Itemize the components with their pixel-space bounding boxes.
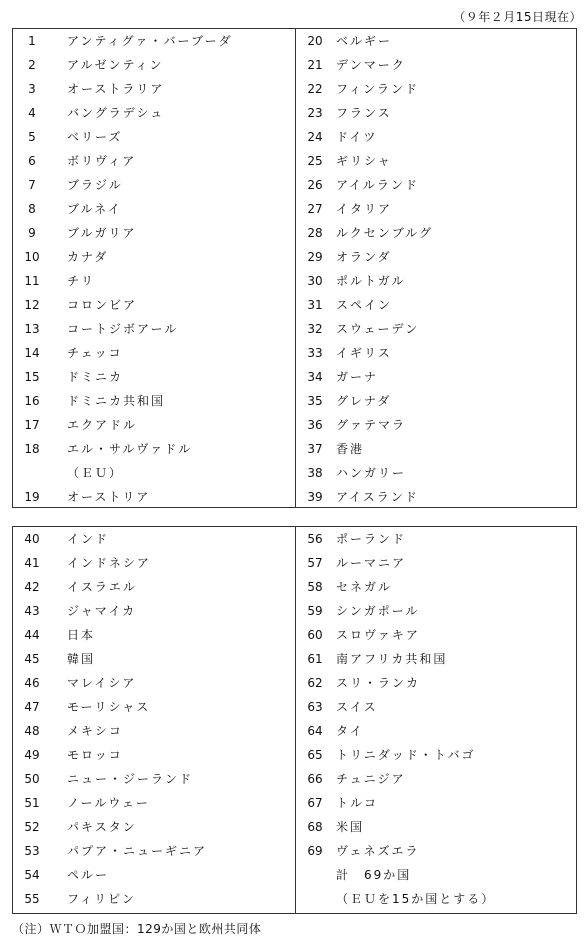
member-row (13, 197, 576, 221)
member-row (13, 551, 576, 575)
member-number: 26 (307, 178, 323, 192)
member-number: 64 (307, 724, 323, 738)
member-row (13, 341, 576, 365)
member-row (13, 29, 576, 53)
member-country-name: イスラエル (67, 580, 137, 594)
member-country-name: タイ (336, 724, 364, 738)
member-country-name: アンティグァ・バーブーダ (67, 34, 233, 48)
member-number: 43 (24, 604, 40, 618)
member-country-name: チリ (67, 274, 96, 288)
member-number: 65 (307, 748, 323, 762)
member-country-name: スペイン (336, 298, 393, 312)
member-number: 29 (307, 250, 323, 264)
member-country-name: シンガポール (336, 604, 420, 618)
member-number: 42 (24, 580, 40, 594)
member-country-name: トリニダッド・トバゴ (336, 748, 476, 762)
member-row (13, 53, 576, 77)
member-country-name: モーリシャス (67, 700, 151, 714)
member-number: 10 (24, 250, 40, 264)
member-row (13, 791, 576, 815)
member-country-name: マレイシア (67, 676, 137, 690)
member-country-name: フィンランド (336, 82, 420, 96)
member-number: 33 (307, 346, 323, 360)
member-row (13, 173, 576, 197)
member-number: 8 (28, 202, 36, 216)
member-number: 48 (24, 724, 40, 738)
member-country-name: パプア・ニューギニア (67, 844, 208, 858)
member-number: 35 (307, 394, 323, 408)
member-number: 21 (307, 58, 323, 72)
member-number: 30 (307, 274, 323, 288)
member-country-name: イタリア (336, 202, 393, 216)
member-number: 47 (24, 700, 40, 714)
member-number: 37 (307, 442, 323, 456)
member-country-name: 韓国 (67, 652, 96, 666)
member-number: 15 (24, 370, 40, 384)
member-number: 51 (24, 796, 40, 810)
member-number: 68 (307, 820, 323, 834)
member-country-name: コートジボアール (67, 322, 179, 336)
member-row (13, 149, 576, 173)
member-country-name: スウェーデン (336, 322, 420, 336)
member-country-name: トルコ (336, 796, 379, 810)
member-row (13, 647, 576, 671)
member-row (13, 839, 576, 863)
member-country-name: ポーランド (336, 532, 407, 546)
member-country-name: ブルネイ (67, 202, 122, 216)
member-country-name: ハンガリー (336, 466, 407, 480)
member-number: 32 (307, 322, 323, 336)
member-country-name: ジャマイカ (67, 604, 137, 618)
member-country-name: チェッコ (67, 346, 123, 360)
member-number: 66 (307, 772, 323, 786)
member-number: 69 (307, 844, 323, 858)
member-number: 53 (24, 844, 40, 858)
member-number: 27 (307, 202, 323, 216)
member-country-name: バングラデシュ (67, 106, 165, 120)
member-row (13, 269, 576, 293)
member-number: 24 (307, 130, 323, 144)
member-country-name: オーストラリア (67, 82, 165, 96)
footnote: （注）ＷＴＯ加盟国：129か国と欧州共同体 (12, 922, 262, 936)
member-country-name: アイスランド (336, 490, 419, 504)
member-country-name: カナダ (67, 250, 109, 264)
member-country-name: ドイツ (336, 130, 378, 144)
member-country-name: （ＥＵ） (67, 466, 124, 480)
member-row (13, 671, 576, 695)
member-row (13, 719, 576, 743)
member-country-name: メキシコ (67, 724, 123, 738)
member-country-name: ギリシャ (336, 154, 392, 168)
member-table-2 (12, 526, 577, 914)
member-country-name: 米国 (336, 820, 365, 834)
member-country-name: アルゼンティン (67, 58, 164, 72)
member-country-name: ルーマニア (336, 556, 407, 570)
member-country-name: 計 69か国 (336, 868, 412, 882)
member-row (13, 101, 576, 125)
member-number: 40 (24, 532, 40, 546)
member-country-name: ガーナ (336, 370, 379, 384)
member-number: 11 (24, 274, 40, 288)
member-number: 31 (307, 298, 323, 312)
member-number: 23 (307, 106, 323, 120)
member-number: 58 (307, 580, 323, 594)
member-country-name: エクアドル (67, 418, 138, 432)
member-number: 6 (28, 154, 36, 168)
member-number: 38 (307, 466, 323, 480)
member-number: 56 (307, 532, 323, 546)
member-number: 9 (28, 226, 36, 240)
member-row (13, 887, 576, 911)
member-row (13, 575, 576, 599)
member-number: 59 (307, 604, 323, 618)
member-row (13, 317, 576, 341)
member-row (13, 599, 576, 623)
member-number: 62 (307, 676, 323, 690)
member-row (13, 623, 576, 647)
member-number: 36 (307, 418, 323, 432)
member-country-name: チュニジア (336, 772, 406, 786)
member-number: 7 (28, 178, 36, 192)
member-number: 3 (28, 82, 36, 96)
member-number: 5 (28, 130, 36, 144)
member-row (13, 767, 576, 791)
member-country-name: ベリーズ (67, 130, 123, 144)
member-number: 12 (24, 298, 40, 312)
member-country-name: ノールウェー (67, 796, 150, 810)
member-number: 41 (24, 556, 40, 570)
member-row (13, 365, 576, 389)
member-table-1 (12, 28, 577, 508)
member-country-name: ルクセンブルグ (336, 226, 434, 240)
member-number: 44 (24, 628, 40, 642)
member-row (13, 695, 576, 719)
member-country-name: イギリス (336, 346, 392, 360)
member-number: 54 (24, 868, 40, 882)
member-number: 19 (24, 490, 40, 504)
member-country-name: ヴェネズエラ (336, 844, 420, 858)
member-country-name: デンマーク (336, 58, 406, 72)
member-number: 50 (24, 772, 40, 786)
member-country-name: ボリヴィア (67, 154, 137, 168)
member-country-name: コロンビア (67, 298, 138, 312)
member-number: 67 (307, 796, 323, 810)
member-country-name: ブルガリア (67, 226, 137, 240)
member-row (13, 461, 576, 485)
member-country-name: フィリピン (67, 892, 137, 906)
member-row (13, 413, 576, 437)
member-row (13, 125, 576, 149)
member-country-name: セネガル (336, 580, 393, 594)
member-number: 61 (307, 652, 323, 666)
member-number: 55 (24, 892, 40, 906)
member-row (13, 437, 576, 461)
member-country-name: インドネシア (67, 556, 151, 570)
member-number: 45 (24, 652, 40, 666)
member-row (13, 389, 576, 413)
member-number: 16 (24, 394, 40, 408)
member-number: 25 (307, 154, 323, 168)
member-country-name: ニュー・ジーランド (67, 772, 194, 786)
member-country-name: オランダ (336, 250, 392, 264)
member-number: 34 (307, 370, 323, 384)
member-row (13, 863, 576, 887)
member-number: 39 (307, 490, 323, 504)
member-number: 28 (307, 226, 323, 240)
member-country-name: グァテマラ (336, 418, 407, 432)
member-country-name: ベルギー (336, 34, 393, 48)
member-number: 57 (307, 556, 323, 570)
member-number: 49 (24, 748, 40, 762)
member-row (13, 527, 576, 551)
member-country-name: アイルランド (336, 178, 419, 192)
member-row (13, 293, 576, 317)
member-number: 4 (28, 106, 36, 120)
member-number: 13 (24, 322, 40, 336)
member-country-name: ブラジル (67, 178, 123, 192)
member-country-name: スロヴァキア (336, 628, 420, 642)
member-country-name: エル・サルヴァドル (67, 442, 193, 456)
member-country-name: インド (67, 532, 110, 546)
member-country-name: ドミニカ (67, 370, 124, 384)
member-row (13, 77, 576, 101)
member-country-name: （ＥＵを15か国とする） (336, 892, 496, 906)
member-country-name: オーストリア (67, 490, 151, 504)
member-country-name: フランス (336, 106, 392, 120)
member-country-name: 南アフリカ共和国 (336, 652, 448, 666)
member-country-name: 日本 (67, 628, 96, 642)
date-note: （９年２月15日現在） (453, 10, 582, 24)
member-number: 18 (24, 442, 40, 456)
member-country-name: ドミニカ共和国 (67, 394, 166, 408)
member-number: 1 (28, 34, 36, 48)
member-number: 46 (24, 676, 40, 690)
member-country-name: モロッコ (67, 748, 123, 762)
member-number: 14 (24, 346, 40, 360)
member-country-name: グレナダ (336, 394, 392, 408)
member-number: 60 (307, 628, 323, 642)
member-number: 20 (307, 34, 323, 48)
member-country-name: 香港 (336, 442, 365, 456)
member-number: 22 (307, 82, 323, 96)
member-row (13, 245, 576, 269)
member-number: 2 (28, 58, 36, 72)
member-number: 63 (307, 700, 323, 714)
member-number: 52 (24, 820, 40, 834)
member-country-name: スリ・ランカ (336, 676, 421, 690)
member-row (13, 815, 576, 839)
member-country-name: ポルトガル (336, 274, 406, 288)
member-row (13, 485, 576, 509)
member-country-name: スイス (336, 700, 378, 714)
member-row (13, 743, 576, 767)
member-row (13, 221, 576, 245)
member-country-name: ペルー (67, 868, 110, 882)
member-number: 17 (24, 418, 40, 432)
member-country-name: パキスタン (67, 820, 137, 834)
